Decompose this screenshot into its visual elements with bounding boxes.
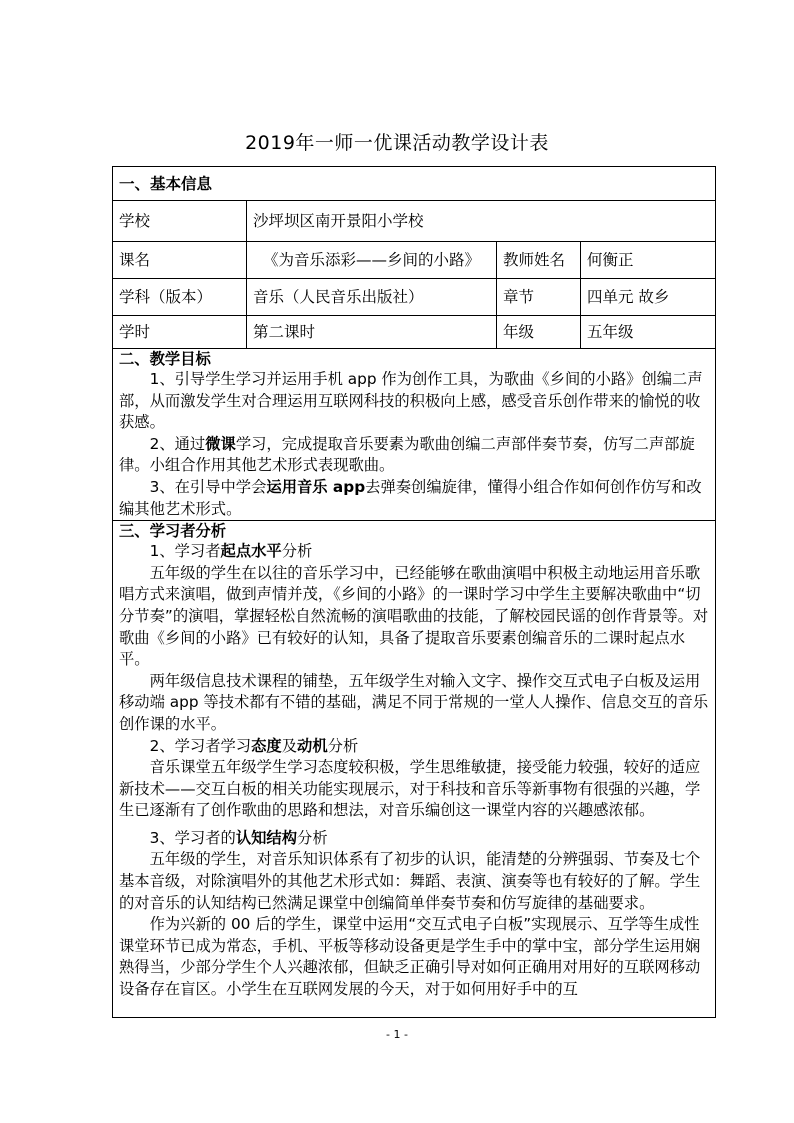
chapter-value: 四单元 故乡 xyxy=(581,279,716,316)
design-table xyxy=(112,166,716,1018)
section-basic-info: 一、基本信息 xyxy=(113,167,716,201)
goal-3: 3、在引导中学会运用音乐 app去弹奏创编旋律，懂得小组合作如何创作仿写和改编其他艺术形式。 xyxy=(119,477,702,518)
paragraph-cognitive: 五年级的学生，对音乐知识体系有了初步的认识，能清楚的分辨强弱、节奏及七个基本音级，对除演唱外的其他艺术形式如：舞蹈、表演、演奏等也有较好的了解。学生的对音乐的认知结构已然满足课堂中创编简单伴奏节奏和仿写旋律的基础要求。 xyxy=(119,850,701,912)
grade-value: 五年级 xyxy=(581,316,716,349)
grade-label: 年级 xyxy=(497,316,581,349)
subheading-attitude-motivation: 2、学习者学习态度及动机分析 xyxy=(149,736,359,755)
page-title: 2019年一师一优课活动教学设计表 xyxy=(245,132,549,154)
goal-2: 2、通过微课学习，完成提取音乐要素为歌曲创编二声部伴奏节奏，仿写二声部旋律。小组合作用其他艺术形式表现歌曲。 xyxy=(119,434,695,475)
teaching-goals-heading: 二、教学目标 xyxy=(119,350,211,368)
learner-analysis-heading: 三、学习者分析 xyxy=(119,522,227,541)
subject-value: 音乐（人民音乐出版社） xyxy=(247,279,497,316)
paragraph-devices: 作为兴新的 00 后的学生，课堂中运用“交互式电子白板”实现展示、互学等生成性课堂环节已成为常态，手机、平板等移动设备更是学生手中的掌中宝，部分学生运用娴熟得当，少部分学生个人兴趣浓郁，但缺乏正确引导对如何正确用对用好的互联网移动设备存在盲区。小学生在互联网发展的今天，对于如何用好手中的互 xyxy=(119,915,701,999)
subheading-cognitive-structure: 3、学习者的认知结构分析 xyxy=(149,828,328,847)
page-number: - 1 - xyxy=(386,1028,408,1041)
school-value: 沙坪坝区南开景阳小学校 xyxy=(247,201,716,242)
course-value: 《为音乐添彩——乡间的小路》 xyxy=(247,242,497,279)
section-learner-analysis xyxy=(113,521,716,1018)
chapter-label: 章节 xyxy=(497,279,581,316)
paragraph-attitude: 音乐课堂五年级学生学习态度较积极，学生思维敏捷，接受能力较强，较好的适应新技术——交互白板的相关功能实现展示，对于科技和音乐等新事物有很强的兴趣，学生已逐渐有了创作歌曲的思路和想法，对音乐编创这一课堂内容的兴趣感浓郁。 xyxy=(119,758,701,820)
subheading-starting-level: 1、学习者起点水平分析 xyxy=(149,542,313,561)
section-teaching-goals xyxy=(113,349,716,521)
school-label: 学校 xyxy=(113,201,247,242)
course-label: 课名 xyxy=(113,242,247,279)
teacher-value: 何衡正 xyxy=(581,242,716,279)
period-value: 第二课时 xyxy=(247,316,497,349)
subject-label: 学科（版本） xyxy=(113,279,247,316)
goal-1: 1、引导学生学习并运用手机 app 作为创作工具，为歌曲《乡间的小路》创编二声部，从而激发学生对合理运用互联网科技的积极向上感，感受音乐创作带来的愉悦的收获感。 xyxy=(119,370,703,432)
period-label: 学时 xyxy=(113,316,247,349)
paragraph-starting-level: 五年级的学生在以往的音乐学习中，已经能够在歌曲演唱中积极主动地运用音乐歌唱方式来演唱，做到声情并茂，《乡间的小路》的一课时学习中学生主要解决歌曲中“切分节奏”的演唱，掌握轻松自然流畅的演唱歌曲的技能，了解校园民谣的创作背景等。对歌曲《乡间的小路》已有较好的认知，具备了提取音乐要素创编音乐的二课时起点水平。 xyxy=(119,563,709,669)
paragraph-it-foundation: 两年级信息技术课程的铺垫，五年级学生对输入文字、操作交互式电子白板及运用移动端 app 等技术都有不错的基础，满足不同于常规的一堂人人操作、信息交互的音乐创作课的水平。 xyxy=(119,671,709,733)
teacher-label: 教师姓名 xyxy=(497,242,581,279)
